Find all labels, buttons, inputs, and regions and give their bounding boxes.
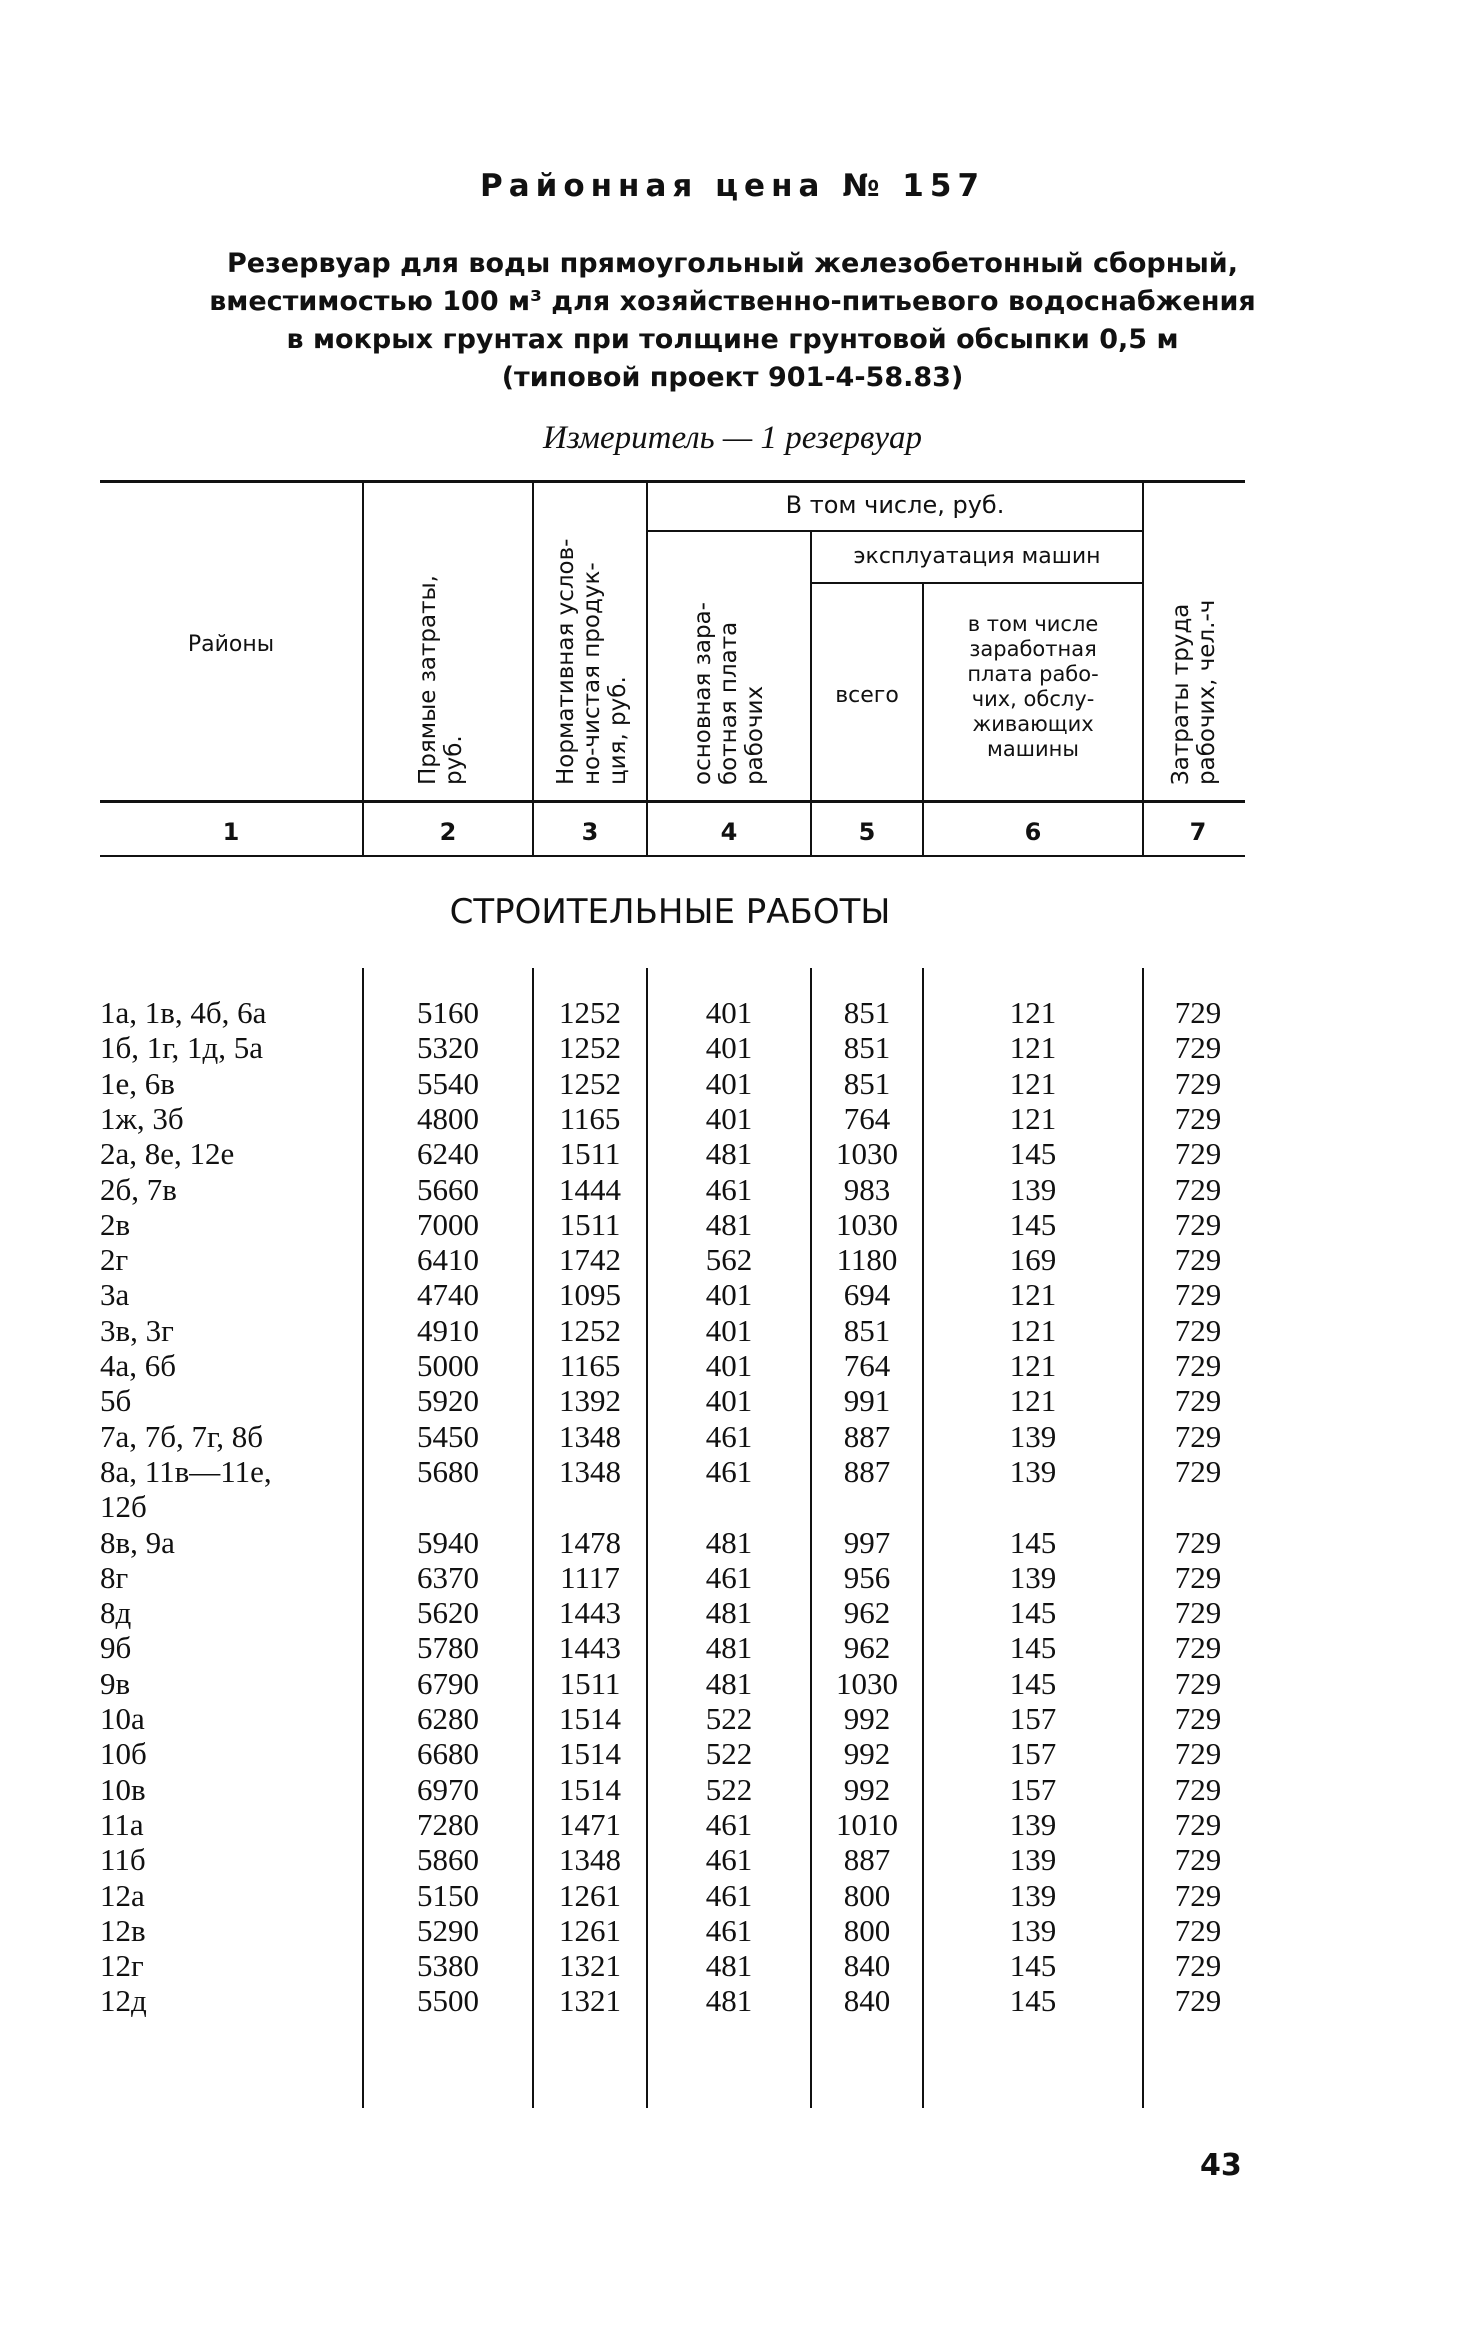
cell-mwages: 145: [1009, 1665, 1057, 1701]
cell-wages: 481: [705, 1630, 753, 1666]
cell-norm: 1252: [559, 1065, 621, 1101]
cell-mach: 1030: [836, 1665, 898, 1701]
cell-norm: 1165: [559, 1100, 621, 1136]
section-title: СТРОИТЕЛЬНЫЕ РАБОТЫ: [449, 892, 891, 932]
cell-mach: 851: [843, 1312, 891, 1348]
cell-region: 10а: [100, 1701, 145, 1736]
cell-mach: 1010: [836, 1806, 898, 1842]
cell-wages: 401: [705, 1277, 753, 1313]
cell-mach: 887: [843, 1453, 891, 1489]
table-row: [0, 1807, 1465, 1842]
cell-direct: 5780: [417, 1630, 479, 1666]
cell-norm: 1348: [559, 1418, 621, 1454]
cell-mwages: 145: [1009, 1136, 1057, 1172]
header-regions: Районы: [187, 632, 275, 657]
cell-mwages: 145: [1009, 1524, 1057, 1560]
cell-region: 3в, 3г: [100, 1312, 174, 1348]
header-machines: эксплуатация машин: [853, 544, 1101, 569]
table-row: [0, 1066, 1465, 1101]
cell-region: 7а, 7б, 7г, 8б: [100, 1418, 264, 1454]
cell-direct: 6680: [417, 1736, 479, 1772]
table-row: [0, 1913, 1465, 1948]
cell-norm: 1511: [559, 1206, 621, 1242]
table-row: [0, 1313, 1465, 1348]
cell-region: 10в: [100, 1771, 146, 1807]
machines-rule: [812, 582, 1143, 584]
header-mwages-line: плата рабо-: [967, 662, 1099, 686]
subtitle-line: в мокрых грунтах при толщине грунтовой обсыпки 0,5 м: [286, 324, 1179, 355]
table-row: [0, 995, 1465, 1030]
table-row: [0, 1666, 1465, 1701]
cell-region: 1е, 6в: [100, 1065, 175, 1101]
cell-labor: 729: [1174, 1418, 1222, 1454]
cell-direct: 6410: [417, 1242, 479, 1278]
cell-mach: 997: [843, 1524, 891, 1560]
cell-region: 5б: [100, 1383, 132, 1419]
cell-mach: 840: [843, 1948, 891, 1984]
cell-labor: 729: [1174, 1559, 1222, 1595]
cell-norm: 1321: [559, 1948, 621, 1984]
cell-mwages: 139: [1009, 1559, 1057, 1595]
cell-mach: 764: [843, 1348, 891, 1383]
cell-norm: 1514: [559, 1701, 621, 1736]
cell-mach: 962: [843, 1595, 891, 1631]
cell-region: 1ж, 3б: [100, 1100, 184, 1136]
table-row: [0, 1383, 1465, 1418]
cell-region: 12д: [100, 1983, 147, 2019]
table-row: [0, 1983, 1465, 2018]
cell-direct: 5000: [417, 1348, 479, 1383]
cell-mach: 840: [843, 1983, 891, 2019]
cell-norm: 1742: [559, 1242, 621, 1278]
cell-norm: 1261: [559, 1912, 621, 1948]
column-number: 3: [581, 818, 599, 846]
cell-mwages: 145: [1009, 1630, 1057, 1666]
cell-wages: 461: [705, 1912, 753, 1948]
cell-direct: 5920: [417, 1383, 479, 1419]
cell-wages: 481: [705, 1948, 753, 1984]
cell-mwages: 139: [1009, 1912, 1057, 1948]
cell-direct: 4740: [417, 1277, 479, 1313]
cell-mwages: 157: [1009, 1736, 1057, 1772]
cell-norm: 1348: [559, 1842, 621, 1878]
cell-region: 1б, 1г, 1д, 5а: [100, 1030, 264, 1066]
cell-norm: 1117: [560, 1559, 620, 1595]
header-normative: [553, 485, 631, 785]
cell-labor: 729: [1174, 995, 1222, 1030]
cell-wages: 401: [705, 1100, 753, 1136]
cell-mach: 991: [843, 1383, 891, 1419]
header-machines-wages: [924, 612, 1142, 762]
cell-mach: 992: [843, 1701, 891, 1736]
cell-norm: 1471: [559, 1806, 621, 1842]
cell-wages: 562: [705, 1242, 753, 1278]
cell-wages: 401: [705, 1065, 753, 1101]
cell-region: 12г: [100, 1948, 144, 1984]
cell-wages: 461: [705, 1418, 753, 1454]
table-row: [0, 1207, 1465, 1242]
cell-mach: 851: [843, 995, 891, 1030]
subtitle-line: вместимостью 100 м³ для хозяйственно-питьевого водоснабжения: [209, 286, 1256, 317]
cell-region: 2в: [100, 1206, 131, 1242]
cell-mwages: 139: [1009, 1418, 1057, 1454]
table-row-continuation: [0, 1489, 1465, 1524]
cell-mwages: 145: [1009, 1595, 1057, 1631]
cell-mach: 887: [843, 1418, 891, 1454]
cell-mwages: 169: [1009, 1242, 1057, 1278]
cell-mach: 851: [843, 1030, 891, 1066]
cell-norm: 1252: [559, 1312, 621, 1348]
table-row: [0, 1136, 1465, 1171]
cell-labor: 729: [1174, 1242, 1222, 1278]
cell-labor: 729: [1174, 1842, 1222, 1878]
table-row: [0, 1172, 1465, 1207]
cell-mach: 764: [843, 1100, 891, 1136]
table-row: [0, 1560, 1465, 1595]
table-row: [0, 1525, 1465, 1560]
cell-labor: 729: [1174, 1383, 1222, 1419]
cell-wages: 481: [705, 1136, 753, 1172]
cell-labor: 729: [1174, 1065, 1222, 1101]
cell-labor: 729: [1174, 1806, 1222, 1842]
cell-norm: 1514: [559, 1771, 621, 1807]
cell-wages: 461: [705, 1453, 753, 1489]
cell-labor: 729: [1174, 1453, 1222, 1489]
cell-norm: 1348: [559, 1453, 621, 1489]
cell-labor: 729: [1174, 1136, 1222, 1172]
cell-norm: 1095: [559, 1277, 621, 1313]
cell-region: 11а: [100, 1806, 144, 1842]
cell-labor: 729: [1174, 1665, 1222, 1701]
cell-labor: 729: [1174, 1030, 1222, 1066]
cell-labor: 729: [1174, 1595, 1222, 1631]
cell-mach: 851: [843, 1065, 891, 1101]
table-row: [0, 1030, 1465, 1065]
cell-labor: 729: [1174, 1348, 1222, 1383]
header-divider: [1142, 482, 1144, 855]
cell-direct: 5380: [417, 1948, 479, 1984]
table-row: [0, 1701, 1465, 1736]
table-row: [0, 1878, 1465, 1913]
header-normative-line: ция, руб.: [605, 676, 631, 785]
cell-norm: 1392: [559, 1383, 621, 1419]
cell-wages: 522: [705, 1736, 753, 1772]
including-rule: [648, 530, 1143, 532]
cell-direct: 5150: [417, 1877, 479, 1913]
cell-mach: 956: [843, 1559, 891, 1595]
subtitle-line: (типовой проект 901-4-58.83): [501, 362, 964, 393]
cell-mach: 800: [843, 1877, 891, 1913]
cell-mach: 887: [843, 1842, 891, 1878]
cell-mach: 983: [843, 1171, 891, 1207]
cell-direct: 5940: [417, 1524, 479, 1560]
cell-region: 8а, 11в—11е,: [100, 1453, 272, 1489]
cell-region: 12а: [100, 1877, 145, 1913]
cell-wages: 481: [705, 1595, 753, 1631]
subtitle: [120, 245, 1345, 397]
cell-region: 11б: [100, 1842, 146, 1878]
table-row: [0, 1595, 1465, 1630]
table-top-rule: [100, 480, 1245, 483]
header-normative-line: но-чистая продук-: [579, 562, 605, 785]
table-row: [0, 1736, 1465, 1771]
cell-direct: 5680: [417, 1453, 479, 1489]
cell-mwages: 121: [1009, 1277, 1057, 1313]
header-divider: [362, 482, 364, 855]
cell-mwages: 139: [1009, 1453, 1057, 1489]
cell-direct: 6790: [417, 1665, 479, 1701]
table-row: [0, 1101, 1465, 1136]
header-mwages-line: в том числе: [967, 612, 1099, 636]
cell-wages: 481: [705, 1665, 753, 1701]
cell-mach: 962: [843, 1630, 891, 1666]
column-number: 2: [439, 818, 457, 846]
cell-wages: 461: [705, 1877, 753, 1913]
table-row: [0, 1348, 1465, 1383]
cell-region: 9в: [100, 1665, 131, 1701]
cell-mwages: 121: [1009, 995, 1057, 1030]
cell-mwages: 139: [1009, 1842, 1057, 1878]
cell-mwages: 145: [1009, 1983, 1057, 2019]
cell-region: 8г: [100, 1559, 129, 1595]
cell-direct: 6280: [417, 1701, 479, 1736]
table-row: [0, 1630, 1465, 1665]
cell-mwages: 121: [1009, 1065, 1057, 1101]
header-including: В том числе, руб.: [785, 491, 1005, 519]
cell-wages: 481: [705, 1206, 753, 1242]
cell-direct: 5160: [417, 995, 479, 1030]
header-divider: [646, 482, 648, 855]
measure-unit: Измеритель — 1 резервуар: [543, 420, 922, 456]
cell-labor: 729: [1174, 1630, 1222, 1666]
cell-wages: 481: [705, 1524, 753, 1560]
cell-direct: 6970: [417, 1771, 479, 1807]
subtitle-line: Резервуар для воды прямоугольный железобетонный сборный,: [227, 248, 1238, 279]
page-number: 43: [1200, 2148, 1242, 2183]
cell-direct: 4800: [417, 1100, 479, 1136]
cell-labor: 729: [1174, 1206, 1222, 1242]
header-labor-line: Затраты труда: [1168, 603, 1194, 785]
page-title: Районная цена № 157: [479, 168, 986, 204]
cell-direct: 4910: [417, 1312, 479, 1348]
cell-norm: 1443: [559, 1630, 621, 1666]
cell-mwages: 121: [1009, 1100, 1057, 1136]
cell-labor: 729: [1174, 1771, 1222, 1807]
cell-norm: 1514: [559, 1736, 621, 1772]
header-divider: [532, 482, 534, 855]
header-wages-line: основная зара-: [690, 602, 716, 785]
cell-norm: 1321: [559, 1983, 621, 2019]
cell-mach: 1030: [836, 1136, 898, 1172]
cell-mach: 992: [843, 1771, 891, 1807]
cell-direct: 5540: [417, 1065, 479, 1101]
cell-norm: 1261: [559, 1877, 621, 1913]
header-wages-line: рабочих: [742, 685, 768, 785]
cell-labor: 729: [1174, 1877, 1222, 1913]
cell-labor: 729: [1174, 1948, 1222, 1984]
cell-mwages: 121: [1009, 1312, 1057, 1348]
table-row: [0, 1419, 1465, 1454]
cell-direct: 5860: [417, 1842, 479, 1878]
cell-labor: 729: [1174, 1524, 1222, 1560]
table-row: [0, 1842, 1465, 1877]
header-wages: [690, 535, 768, 785]
column-number: 5: [858, 818, 876, 846]
cell-wages: 461: [705, 1171, 753, 1207]
cell-region: 4а, 6б: [100, 1348, 177, 1383]
cell-direct: 5320: [417, 1030, 479, 1066]
cell-mach: 800: [843, 1912, 891, 1948]
table-row: [0, 1948, 1465, 1983]
cell-region: 1а, 1в, 4б, 6а: [100, 995, 267, 1030]
cell-mach: 694: [843, 1277, 891, 1313]
cell-region: 9б: [100, 1630, 132, 1666]
table-row: [0, 1242, 1465, 1277]
column-number: 1: [222, 818, 240, 846]
cell-labor: 729: [1174, 1701, 1222, 1736]
cell-direct: 7280: [417, 1806, 479, 1842]
header-normative-line: Нормативная услов-: [553, 538, 579, 785]
header-mwages-line: живающих: [972, 712, 1094, 736]
cell-direct: 5660: [417, 1171, 479, 1207]
cell-norm: 1165: [559, 1348, 621, 1383]
cell-mach: 1180: [836, 1242, 898, 1278]
cell-wages: 461: [705, 1806, 753, 1842]
header-machines-total: всего: [835, 683, 899, 708]
header-wages-line: ботная плата: [716, 621, 742, 785]
cell-region: 2б, 7в: [100, 1171, 177, 1207]
cell-region-continuation: 12б: [100, 1489, 147, 1525]
cell-mwages: 145: [1009, 1948, 1057, 1984]
cell-mwages: 139: [1009, 1806, 1057, 1842]
cell-mwages: 157: [1009, 1701, 1057, 1736]
colnum-bottom-rule: [100, 855, 1245, 857]
cell-labor: 729: [1174, 1312, 1222, 1348]
cell-wages: 461: [705, 1842, 753, 1878]
cell-norm: 1478: [559, 1524, 621, 1560]
cell-labor: 729: [1174, 1277, 1222, 1313]
header-mwages-line: заработная: [969, 637, 1097, 661]
cell-mwages: 121: [1009, 1030, 1057, 1066]
cell-mach: 1030: [836, 1206, 898, 1242]
cell-region: 12в: [100, 1912, 146, 1948]
cell-direct: 5620: [417, 1595, 479, 1631]
column-number: 4: [720, 818, 738, 846]
header-direct-line: Прямые затраты,: [415, 575, 441, 785]
cell-mach: 992: [843, 1736, 891, 1772]
cell-mwages: 139: [1009, 1171, 1057, 1207]
cell-region: 8в, 9а: [100, 1524, 175, 1560]
cell-region: 2а, 8е, 12е: [100, 1136, 235, 1172]
cell-region: 10б: [100, 1736, 147, 1772]
cell-wages: 522: [705, 1701, 753, 1736]
column-number: 7: [1189, 818, 1207, 846]
cell-direct: 7000: [417, 1206, 479, 1242]
cell-norm: 1511: [559, 1665, 621, 1701]
cell-norm: 1443: [559, 1595, 621, 1631]
cell-direct: 5290: [417, 1912, 479, 1948]
cell-wages: 401: [705, 1030, 753, 1066]
header-labor: [1168, 485, 1220, 785]
cell-mwages: 157: [1009, 1771, 1057, 1807]
header-mwages-line: чих, обслу-: [971, 687, 1095, 711]
cell-labor: 729: [1174, 1171, 1222, 1207]
cell-wages: 401: [705, 1312, 753, 1348]
cell-norm: 1252: [559, 995, 621, 1030]
header-bottom-rule: [100, 800, 1245, 803]
cell-wages: 461: [705, 1559, 753, 1595]
cell-mwages: 145: [1009, 1206, 1057, 1242]
cell-region: 3а: [100, 1277, 130, 1313]
cell-wages: 401: [705, 995, 753, 1030]
cell-region: 8д: [100, 1595, 132, 1631]
cell-wages: 401: [705, 1348, 753, 1383]
cell-wages: 401: [705, 1383, 753, 1419]
cell-labor: 729: [1174, 1912, 1222, 1948]
header-mwages-line: машины: [987, 737, 1079, 761]
cell-direct: 5500: [417, 1983, 479, 2019]
cell-labor: 729: [1174, 1983, 1222, 2019]
table-row: [0, 1277, 1465, 1312]
cell-mwages: 121: [1009, 1348, 1057, 1383]
cell-direct: 5450: [417, 1418, 479, 1454]
cell-region: 2г: [100, 1242, 129, 1278]
header-direct-line: руб.: [441, 735, 467, 785]
cell-labor: 729: [1174, 1736, 1222, 1772]
cell-mwages: 139: [1009, 1877, 1057, 1913]
cell-norm: 1252: [559, 1030, 621, 1066]
header-labor-line: рабочих, чел.-ч: [1194, 599, 1220, 785]
cell-wages: 522: [705, 1771, 753, 1807]
cell-direct: 6240: [417, 1136, 479, 1172]
cell-wages: 481: [705, 1983, 753, 2019]
table-row: [0, 1454, 1465, 1489]
cell-mwages: 121: [1009, 1383, 1057, 1419]
cell-norm: 1511: [559, 1136, 621, 1172]
cell-direct: 6370: [417, 1559, 479, 1595]
cell-labor: 729: [1174, 1100, 1222, 1136]
column-number: 6: [1024, 818, 1042, 846]
cell-norm: 1444: [559, 1171, 621, 1207]
table-row: [0, 1772, 1465, 1807]
header-direct-costs: [415, 485, 467, 785]
